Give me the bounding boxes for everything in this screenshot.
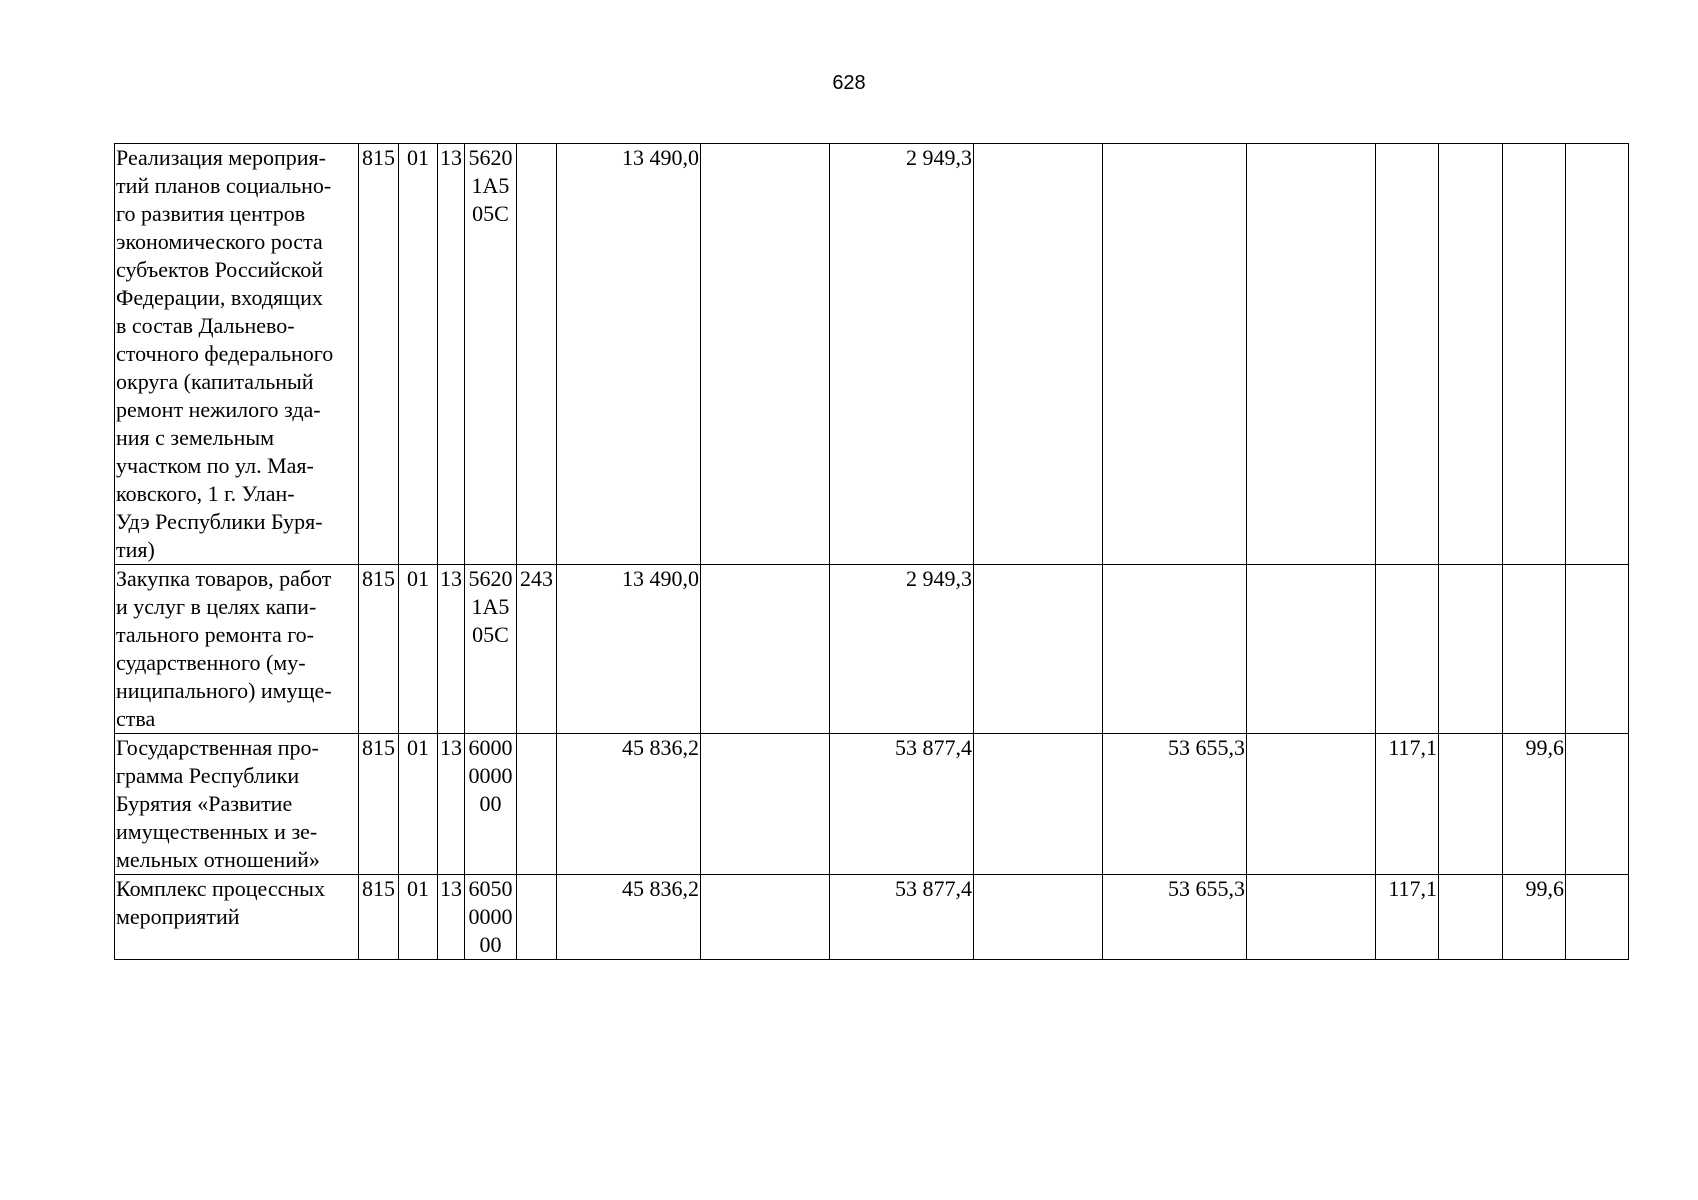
value-cell-6 <box>1247 734 1376 875</box>
table-row <box>115 144 1629 565</box>
value-cell-9 <box>1503 144 1566 565</box>
value-cell-6 <box>1247 565 1376 734</box>
value-cell-5 <box>1103 144 1247 565</box>
vr-cell <box>517 734 557 875</box>
csr-cell: 5620 1А5 05С <box>465 565 517 734</box>
vr-cell: 243 <box>517 565 557 734</box>
value-cell-4 <box>974 144 1103 565</box>
rz-cell: 01 <box>399 875 438 960</box>
grbs-cell: 815 <box>359 144 399 565</box>
value-cell-10 <box>1566 734 1629 875</box>
row-name-cell: Государственная про- грамма Республики Бурятия «Развитие имущественных и зе- мельных отношений» <box>115 734 359 875</box>
value-cell-1: 45 836,2 <box>557 734 701 875</box>
value-cell-9: 99,6 <box>1503 734 1566 875</box>
value-cell-8 <box>1439 734 1503 875</box>
value-cell-10 <box>1566 875 1629 960</box>
value-cell-6 <box>1247 875 1376 960</box>
value-cell-8 <box>1439 565 1503 734</box>
vr-cell <box>517 144 557 565</box>
grbs-cell: 815 <box>359 734 399 875</box>
value-cell-6 <box>1247 144 1376 565</box>
table-row <box>115 565 1629 734</box>
grbs-cell: 815 <box>359 565 399 734</box>
table-row <box>115 734 1629 875</box>
budget-table <box>114 143 1629 960</box>
value-cell-9: 99,6 <box>1503 875 1566 960</box>
value-cell-3: 53 877,4 <box>830 734 974 875</box>
value-cell-10 <box>1566 144 1629 565</box>
value-cell-4 <box>974 565 1103 734</box>
csr-cell: 6000 0000 00 <box>465 734 517 875</box>
csr-cell: 6050 0000 00 <box>465 875 517 960</box>
table-row <box>115 875 1629 960</box>
value-cell-2 <box>701 565 830 734</box>
rz-cell: 01 <box>399 144 438 565</box>
value-cell-3: 2 949,3 <box>830 565 974 734</box>
value-cell-4 <box>974 875 1103 960</box>
value-cell-3: 2 949,3 <box>830 144 974 565</box>
value-cell-7: 117,1 <box>1376 875 1439 960</box>
row-name-cell: Комплекс процессных мероприятий <box>115 875 359 960</box>
value-cell-2 <box>701 734 830 875</box>
value-cell-3: 53 877,4 <box>830 875 974 960</box>
value-cell-4 <box>974 734 1103 875</box>
grbs-cell: 815 <box>359 875 399 960</box>
value-cell-1: 45 836,2 <box>557 875 701 960</box>
vr-cell <box>517 875 557 960</box>
pr-cell: 13 <box>438 144 465 565</box>
value-cell-2 <box>701 875 830 960</box>
value-cell-8 <box>1439 875 1503 960</box>
pr-cell: 13 <box>438 875 465 960</box>
rz-cell: 01 <box>399 734 438 875</box>
value-cell-8 <box>1439 144 1503 565</box>
pr-cell: 13 <box>438 565 465 734</box>
value-cell-7 <box>1376 144 1439 565</box>
value-cell-1: 13 490,0 <box>557 144 701 565</box>
row-name-cell: Реализация мероприя- тий планов социально- го развития центров экономического роста субъектов Российской Федерации, входящих в состав Дальнево- сточного федерального округа (капитальный ремонт нежилого зда- ния с земельным участком по ул. Мая- ковского, 1 г. Улан- Удэ Республики Буря- тия) <box>115 144 359 565</box>
value-cell-7: 117,1 <box>1376 734 1439 875</box>
value-cell-5: 53 655,3 <box>1103 875 1247 960</box>
value-cell-5 <box>1103 565 1247 734</box>
value-cell-7 <box>1376 565 1439 734</box>
value-cell-2 <box>701 144 830 565</box>
rz-cell: 01 <box>399 565 438 734</box>
value-cell-5: 53 655,3 <box>1103 734 1247 875</box>
page-number: 628 <box>832 72 866 94</box>
value-cell-9 <box>1503 565 1566 734</box>
value-cell-10 <box>1566 565 1629 734</box>
row-name-cell: Закупка товаров, работ и услуг в целях капи- тального ремонта го- сударственного (му- ниципального) имуще- ства <box>115 565 359 734</box>
csr-cell: 5620 1А5 05С <box>465 144 517 565</box>
value-cell-1: 13 490,0 <box>557 565 701 734</box>
pr-cell: 13 <box>438 734 465 875</box>
